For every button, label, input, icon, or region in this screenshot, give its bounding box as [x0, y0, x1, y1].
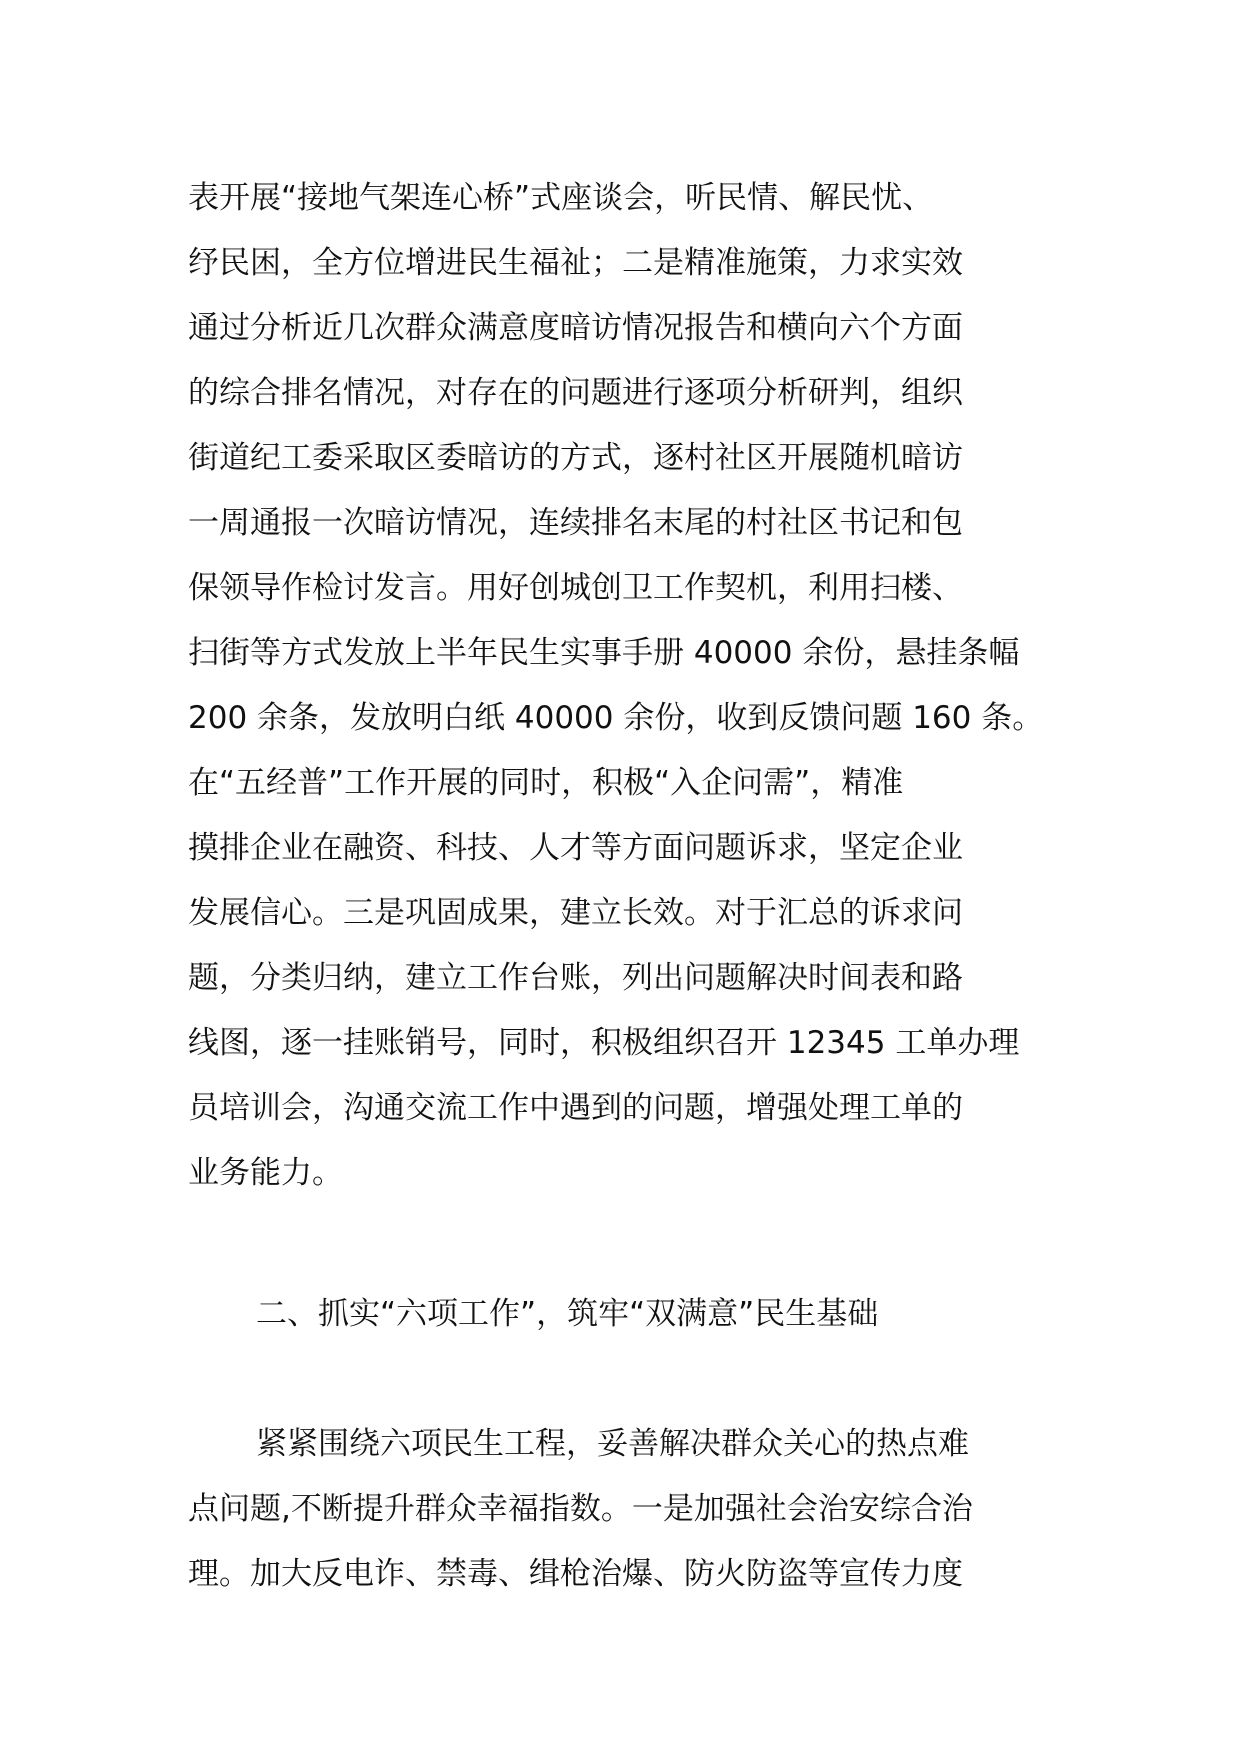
text-line: 街道纪工委采取区委暗访的方式，逐村社区开展随机暗访 [188, 440, 963, 476]
text-line: 通过分析近几次群众满意度暗访情况报告和横向六个方面 [188, 310, 963, 346]
text-line: 在“五经普”工作开展的同时，积极“入企问需”，精准 [188, 765, 904, 801]
text-line: 题，分类归纳，建立工作台账，列出问题解决时间表和路 [188, 960, 963, 996]
text-line: 员培训会，沟通交流工作中遇到的问题，增强处理工单的 [188, 1090, 963, 1126]
text-line: 纾民困，全方位增进民生福祉；二是精准施策，力求实效 [188, 245, 963, 281]
text-line: 摸排企业在融资、科技、人才等方面问题诉求，坚定企业 [188, 830, 963, 866]
paragraph-1 [188, 166, 1068, 1206]
text-line: 的综合排名情况，对存在的问题进行逐项分析研判，组织 [188, 375, 963, 411]
text-line: 表开展“接地气架连心桥”式座谈会，听民情、解民忧、 [188, 180, 934, 216]
text-line: 理。加大反电诈、禁毒、缉枪治爆、防火防盗等宣传力度 [188, 1556, 963, 1592]
text-line: 发展信心。三是巩固成果，建立长效。对于汇总的诉求问 [188, 895, 963, 931]
text-line: 一周通报一次暗访情况，连续排名末尾的村社区书记和包 [188, 505, 963, 541]
text-line: 点问题,不断提升群众幸福指数。一是加强社会治安综合治 [188, 1491, 973, 1527]
text-line: 线图，逐一挂账销号，同时，积极组织召开 12345 工单办理 [188, 1025, 1020, 1061]
text-line: 紧紧围绕六项民生工程，妥善解决群众关心的热点难 [256, 1426, 969, 1462]
text-line: 保领导作检讨发言。用好创城创卫工作契机，利用扫楼、 [188, 570, 963, 606]
text-line: 扫街等方式发放上半年民生实事手册 40000 余份，悬挂条幅 [188, 635, 1020, 671]
section-heading [256, 1282, 1136, 1347]
paragraph-2 [188, 1412, 1068, 1607]
text-line: 200 余条，发放明白纸 40000 余份，收到反馈问题 160 条。 [188, 700, 1044, 736]
text-line: 业务能力。 [188, 1155, 343, 1191]
section-heading-text: 二、抓实“六项工作”，筑牢“双满意”民生基础 [256, 1296, 879, 1332]
